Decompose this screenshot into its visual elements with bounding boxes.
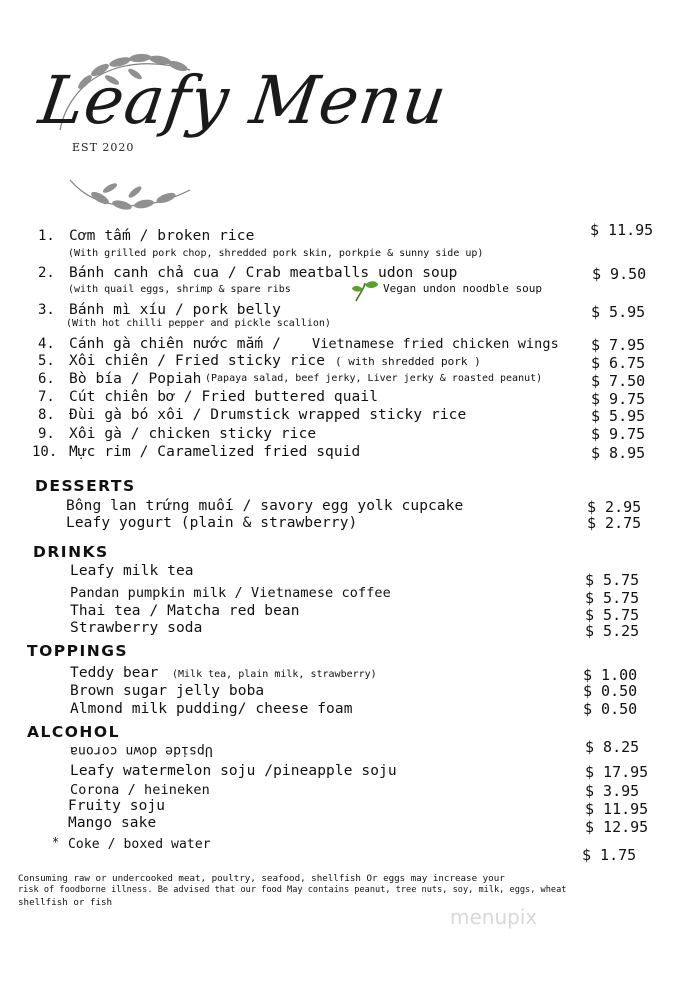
item-price: $ 5.95 bbox=[591, 407, 646, 425]
item-price: $ 9.50 bbox=[592, 265, 647, 283]
disclaimer-line: risk of foodborne illness. Be advised that our food May contains peanut, tree nuts, soy, milk, eggs, wheat bbox=[18, 885, 567, 895]
alcohol-price: $ 1.75 bbox=[582, 846, 637, 864]
item-price: $ 6.75 bbox=[591, 354, 646, 372]
dessert-name: Bông lan trứng muối / savory egg yolk cupcake bbox=[66, 498, 464, 514]
alcohol-name: Leafy watermelon soju /pineapple soju bbox=[70, 763, 397, 779]
item-name: Cơm tấm / broken rice bbox=[69, 228, 255, 244]
topping-price: $ 1.00 bbox=[583, 666, 638, 684]
item-name: Đùi gà bó xôi / Drumstick wrapped sticky rice bbox=[69, 407, 467, 423]
drink-price: $ 5.25 bbox=[585, 622, 640, 640]
item-detail: (Papaya salad, beef jerky, Liver jerky & roasted peanut) bbox=[205, 373, 543, 384]
drink-price: $ 5.75 bbox=[585, 589, 640, 607]
topping-name: Almond milk pudding/ cheese foam bbox=[70, 701, 353, 717]
topping-price: $ 0.50 bbox=[583, 700, 638, 718]
topping-detail: (Milk tea, plain milk, strawberry) bbox=[172, 669, 377, 680]
asterisk-mark: * bbox=[52, 835, 60, 849]
alcohol-name: Mango sake bbox=[68, 815, 157, 831]
alcohol-name: Fruity soju bbox=[68, 798, 166, 814]
drink-name: Strawberry soda bbox=[70, 620, 203, 636]
alcohol-name-upside-down: Upside down corona bbox=[70, 743, 213, 758]
item-price: $ 7.50 bbox=[591, 372, 646, 390]
topping-name: Brown sugar jelly boba bbox=[70, 683, 265, 699]
toppings-heading: TOPPINGS bbox=[27, 642, 129, 660]
item-name-en: Vietnamese fried chicken wings bbox=[312, 336, 559, 352]
item-price: $ 9.75 bbox=[591, 390, 646, 408]
item-detail: ( with shredded pork ) bbox=[335, 355, 481, 368]
menu-title: Leafy Menu bbox=[34, 62, 453, 139]
alcohol-price: $ 17.95 bbox=[585, 763, 649, 781]
alcohol-heading: ALCOHOL bbox=[27, 723, 120, 741]
item-number: 8. bbox=[38, 407, 55, 423]
item-name: Cút chiên bơ / Fried buttered quail bbox=[69, 389, 379, 405]
item-number: 5. bbox=[38, 353, 55, 369]
watermark: menupix bbox=[450, 905, 538, 929]
item-name: Bánh mì xíu / pork belly bbox=[69, 302, 281, 318]
topping-name: Teddy bear bbox=[70, 665, 159, 681]
item-number: 10. bbox=[32, 444, 58, 460]
item-name: Xôi gà / chicken sticky rice bbox=[69, 426, 317, 442]
alcohol-price: $ 12.95 bbox=[585, 818, 649, 836]
item-detail: (with quail eggs, shrimp & spare ribs bbox=[68, 284, 291, 295]
item-detail: (With grilled pork chop, shredded pork skin, porkpie & sunny side up) bbox=[68, 248, 484, 259]
alcohol-price: $ 8.25 bbox=[585, 738, 640, 756]
item-price: $ 5.95 bbox=[591, 303, 646, 321]
dessert-price: $ 2.75 bbox=[587, 514, 642, 532]
item-name: Bò bía / Popiah bbox=[69, 371, 202, 387]
item-detail-vegan: Vegan undon noodble soup bbox=[383, 282, 542, 295]
item-number: 4. bbox=[38, 336, 55, 352]
vegan-leaf-icon bbox=[350, 279, 380, 303]
item-price: $ 11.95 bbox=[590, 221, 654, 239]
drink-price: $ 5.75 bbox=[585, 571, 640, 589]
dessert-name: Leafy yogurt (plain & strawberry) bbox=[66, 515, 358, 531]
dessert-price: $ 2.95 bbox=[587, 498, 642, 516]
item-name: Xôi chiên / Fried sticky rice bbox=[69, 353, 326, 369]
drink-name: Pandan pumpkin milk / Vietnamese coffee bbox=[70, 585, 391, 601]
item-number: 3. bbox=[38, 302, 55, 318]
drink-price: $ 5.75 bbox=[585, 606, 640, 624]
desserts-heading: DESSERTS bbox=[35, 477, 136, 495]
drink-name: Leafy milk tea bbox=[70, 563, 194, 579]
item-number: 7. bbox=[38, 389, 55, 405]
alcohol-name: Coke / boxed water bbox=[68, 837, 211, 852]
item-price: $ 9.75 bbox=[591, 425, 646, 443]
est-label: EST 2020 bbox=[72, 141, 135, 154]
item-name: Cánh gà chiên nước mắm / bbox=[69, 336, 281, 352]
item-detail: (With hot chilli pepper and pickle scallion) bbox=[66, 318, 331, 329]
alcohol-price: $ 3.95 bbox=[585, 782, 640, 800]
disclaimer-line: shellfish or fish bbox=[18, 897, 113, 908]
item-number: 9. bbox=[38, 426, 55, 442]
item-name: Mực rim / Caramelized fried squid bbox=[69, 444, 361, 460]
topping-price: $ 0.50 bbox=[583, 682, 638, 700]
drink-name: Thai tea / Matcha red bean bbox=[70, 603, 300, 619]
disclaimer-line: Consuming raw or undercooked meat, poultry, seafood, shellfish Or eggs may increase your bbox=[18, 873, 505, 884]
item-number: 6. bbox=[38, 371, 55, 387]
item-price: $ 7.95 bbox=[591, 336, 646, 354]
alcohol-price: $ 11.95 bbox=[585, 800, 649, 818]
item-name: Bánh canh chả cua / Crab meatballs udon soup bbox=[69, 265, 458, 281]
item-number: 1. bbox=[38, 228, 55, 244]
item-number: 2. bbox=[38, 265, 55, 281]
alcohol-name: Corona / heineken bbox=[70, 782, 210, 798]
item-price: $ 8.95 bbox=[591, 444, 646, 462]
drinks-heading: DRINKS bbox=[33, 543, 109, 561]
